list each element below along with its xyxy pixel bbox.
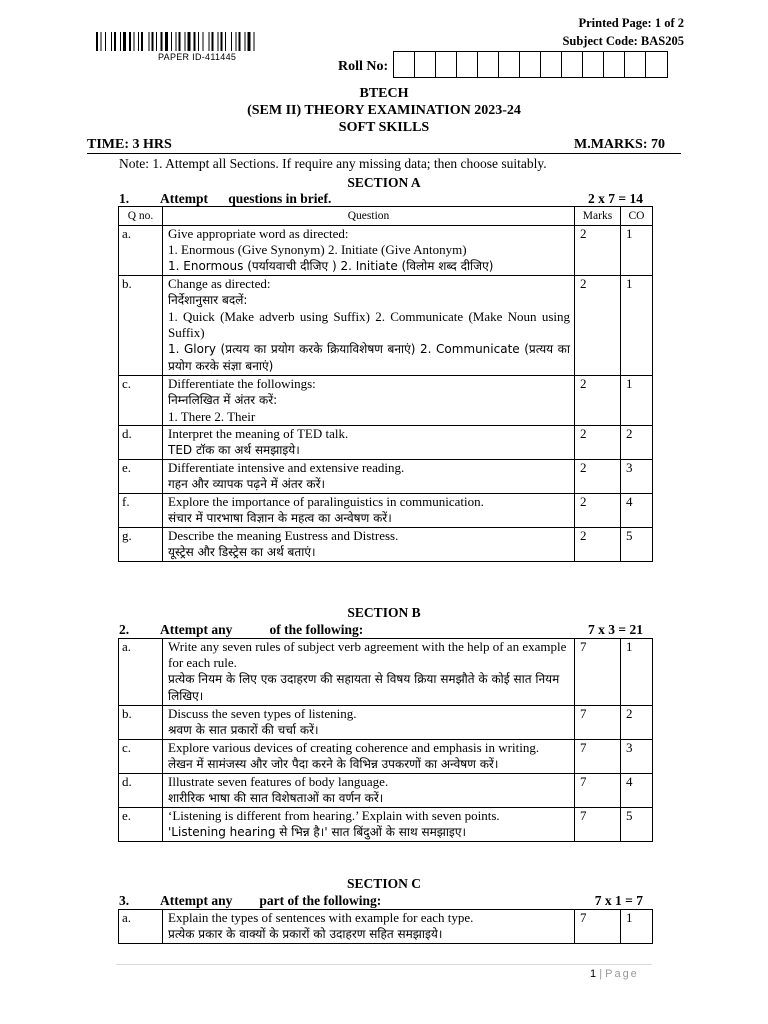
question-line: 'Listening hearing से भिन्न है।' सात बिंदुओं के साथ समझाइए। xyxy=(168,825,467,839)
question-line: शारीरिक भाषा की सात विशेषताओं का वर्णन करें। xyxy=(168,791,384,805)
question-co: 1 xyxy=(621,376,653,426)
exam-time: TIME: 3 HRS xyxy=(87,137,172,152)
question-line: Interpret the meaning of TED talk. xyxy=(168,426,349,441)
section-c-title: SECTION C xyxy=(347,876,421,891)
question-id: b. xyxy=(119,276,163,376)
header-question: Question xyxy=(163,207,575,226)
question-line: 1. Enormous (Give Synonym) 2. Initiate (Give Antonym) xyxy=(168,242,467,257)
question-text xyxy=(163,460,575,494)
table-row xyxy=(119,226,653,276)
question-text xyxy=(163,426,575,460)
question-line: यूस्ट्रेस और डिस्ट्रेस का अर्थ बताएं। xyxy=(168,545,316,559)
section-a-table xyxy=(118,206,653,562)
table-row xyxy=(119,774,653,808)
question-id: d. xyxy=(119,774,163,808)
question-line: श्रवण के सात प्रकारों की चर्चा करें। xyxy=(168,723,319,737)
note: Note: 1. Attempt all Sections. If require any missing data; then choose suitably. xyxy=(119,156,547,171)
question-line: Explain the types of sentences with example for each type. xyxy=(168,910,474,925)
question-id: b. xyxy=(119,706,163,740)
table-row xyxy=(119,740,653,774)
question-line: Give appropriate word as directed: xyxy=(168,226,349,241)
question-co: 1 xyxy=(621,226,653,276)
question-text xyxy=(163,494,575,528)
question-text xyxy=(163,706,575,740)
subject-code: Subject Code: BAS205 xyxy=(562,34,684,48)
question-text xyxy=(163,528,575,562)
question-marks: 7 xyxy=(575,910,621,944)
roll-no-boxes[interactable] xyxy=(393,51,668,78)
table-row xyxy=(119,808,653,842)
question-line: Illustrate seven features of body language. xyxy=(168,774,389,789)
footer-divider xyxy=(116,964,652,965)
paper-id: PAPER ID-411445 xyxy=(158,52,237,62)
table-row xyxy=(119,706,653,740)
question-line: 1. There 2. Their xyxy=(168,409,256,424)
question-id: d. xyxy=(119,426,163,460)
question-line: 1. Enormous (पर्यायवाची दीजिए ) 2. Initiate (विलोम शब्द दीजिए) xyxy=(168,259,494,273)
question-marks: 7 xyxy=(575,706,621,740)
question-id: e. xyxy=(119,460,163,494)
table-row xyxy=(119,528,653,562)
question-id: f. xyxy=(119,494,163,528)
question-line: Write any seven rules of subject verb agreement with the help of an example for each rule. xyxy=(168,639,567,670)
question-text xyxy=(163,639,575,706)
question-co: 4 xyxy=(621,774,653,808)
question-line: Discuss the seven types of listening. xyxy=(168,706,357,721)
question-id: c. xyxy=(119,376,163,426)
question-co: 5 xyxy=(621,528,653,562)
table-row xyxy=(119,460,653,494)
question-co: 1 xyxy=(621,276,653,376)
course-title: SOFT SKILLS xyxy=(338,120,430,135)
question-marks: 2 xyxy=(575,376,621,426)
question-id: a. xyxy=(119,639,163,706)
header-qno: Q no. xyxy=(119,207,163,226)
question-text xyxy=(163,910,575,944)
table-row xyxy=(119,276,653,376)
question-line: निम्नलिखित में अंतर करें: xyxy=(168,393,278,407)
question-text xyxy=(163,276,575,376)
question-marks: 7 xyxy=(575,808,621,842)
question-line: 1. Quick (Make adverb using Suffix) 2. Communicate (Make Noun using Suffix) xyxy=(168,309,570,340)
question-text xyxy=(163,740,575,774)
question-line: प्रत्येक प्रकार के वाक्यों के प्रकारों को उदाहरण सहित समझाइये। xyxy=(168,927,443,941)
question-co: 4 xyxy=(621,494,653,528)
question-text xyxy=(163,808,575,842)
question-line: Differentiate the followings: xyxy=(168,376,316,391)
barcode xyxy=(96,32,306,51)
question-co: 3 xyxy=(621,740,653,774)
question-line: प्रत्येक नियम के लिए एक उदाहरण की सहायता से विषय क्रिया समझौते के कोई सात नियम लिखिए। xyxy=(168,672,560,703)
question-marks: 7 xyxy=(575,639,621,706)
question-line: निर्देशानुसार बदलें: xyxy=(168,293,248,307)
question-marks: 2 xyxy=(575,460,621,494)
question-marks: 2 xyxy=(575,276,621,376)
question-marks: 2 xyxy=(575,426,621,460)
table-row xyxy=(119,376,653,426)
question-marks: 7 xyxy=(575,774,621,808)
exam-title: (SEM II) THEORY EXAMINATION 2023-24 xyxy=(247,103,521,118)
question-text xyxy=(163,376,575,426)
time-marks-line xyxy=(87,137,681,154)
question-marks: 7 xyxy=(575,740,621,774)
question-line: Explore various devices of creating coherence and emphasis in writing. xyxy=(168,740,540,755)
question-line: Change as directed: xyxy=(168,276,271,291)
question-line: Explore the importance of paralinguistics in communication. xyxy=(168,494,484,509)
question-text xyxy=(163,226,575,276)
question-co: 2 xyxy=(621,706,653,740)
question-marks: 2 xyxy=(575,226,621,276)
table-header-row xyxy=(119,207,653,226)
question-co: 3 xyxy=(621,460,653,494)
question-co: 1 xyxy=(621,639,653,706)
printed-page: Printed Page: 1 of 2 xyxy=(578,16,684,30)
section-b-title: SECTION B xyxy=(347,605,421,620)
question-line: ‘Listening is different from hearing.’ Explain with seven points. xyxy=(168,808,500,823)
question-id: a. xyxy=(119,910,163,944)
question-line: लेखन में सामंजस्य और जोर पैदा करने के विभिन्न उपकरणों का अन्वेषण करें। xyxy=(168,757,499,771)
roll-no-label: Roll No: xyxy=(338,59,389,74)
section-b-table xyxy=(118,638,653,842)
section-c-table xyxy=(118,909,653,944)
question-line: Differentiate intensive and extensive reading. xyxy=(168,460,405,475)
header-marks: Marks xyxy=(575,207,621,226)
question-marks: 2 xyxy=(575,528,621,562)
table-row xyxy=(119,639,653,706)
question-line: TED टॉक का अर्थ समझाइये। xyxy=(168,443,300,457)
table-row xyxy=(119,426,653,460)
question-co: 1 xyxy=(621,910,653,944)
question-co: 2 xyxy=(621,426,653,460)
question-line: गहन और व्यापक पढ़ने में अंतर करें। xyxy=(168,477,326,491)
header-co: CO xyxy=(621,207,653,226)
question-text xyxy=(163,774,575,808)
question-co: 5 xyxy=(621,808,653,842)
max-marks: M.MARKS: 70 xyxy=(574,137,665,152)
question-id: c. xyxy=(119,740,163,774)
programme: BTECH xyxy=(359,86,409,101)
page-footer: 1 | Page xyxy=(590,968,639,980)
question-id: e. xyxy=(119,808,163,842)
question-marks: 2 xyxy=(575,494,621,528)
section-a-title: SECTION A xyxy=(347,175,421,190)
question-line: Describe the meaning Eustress and Distress. xyxy=(168,528,399,543)
question-id: a. xyxy=(119,226,163,276)
table-row xyxy=(119,494,653,528)
question-id: g. xyxy=(119,528,163,562)
question-line: संचार में पारभाषा विज्ञान के महत्व का अन्वेषण करें। xyxy=(168,511,392,525)
question-line: 1. Glory (प्रत्यय का प्रयोग करके क्रियाविशेषण बनाएं) 2. Communicate (प्रत्यय का प्रयोग करके संज्ञा बनाएं) xyxy=(168,342,570,373)
table-row xyxy=(119,910,653,944)
